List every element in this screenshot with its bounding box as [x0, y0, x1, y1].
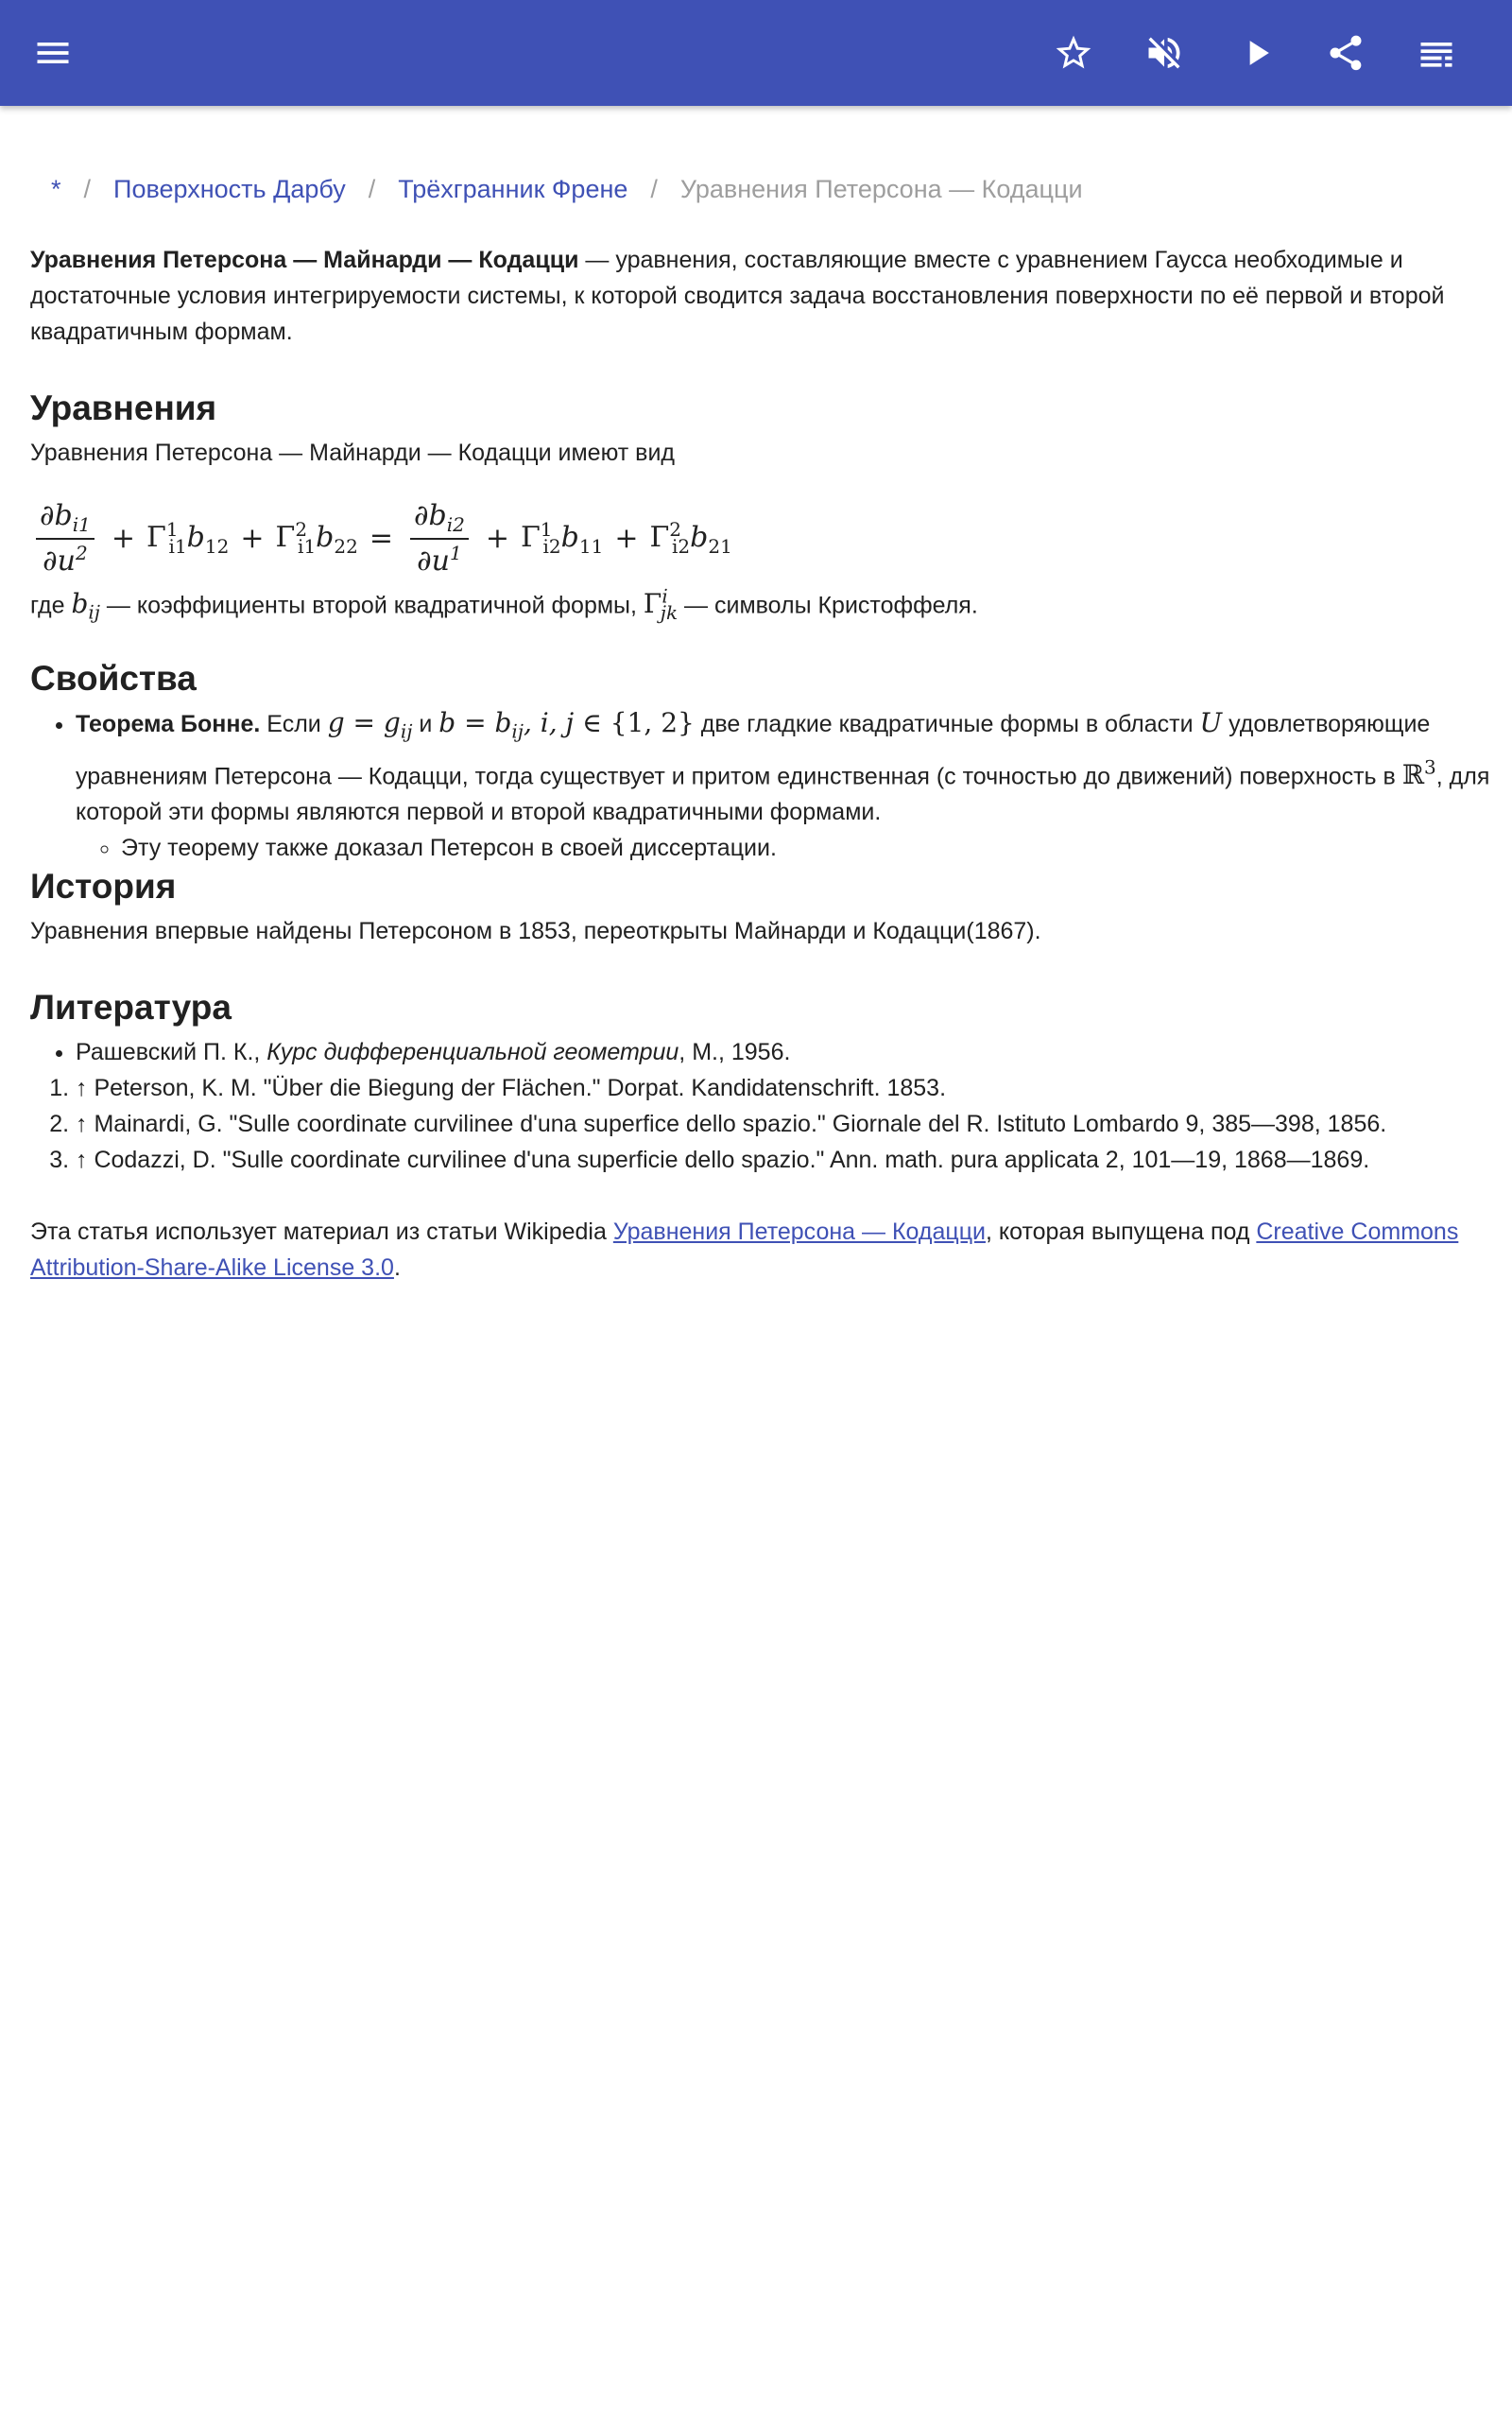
list-item: • Теорема Бонне. Если $g = g_{ij}$ и $b = b_{ij}$, i, j ∈ {1, 2} две гладкие квадратичные формы в области U удовлетворяющие уравнениям Петерсона — Кодацци, тогда существует и притом единственная (с точностью до движений) поверхность в ℝ$^3$, для которой эти формы являются первой и второй квадратичными формами. ◦ Эту теорему также доказал Петерсон в своей диссертации.: [76, 705, 1497, 866]
codazzi-equation: $\frac{\partial b_{i1}}{\partial u^2}$ + $\Gamma^1_{i1}b_{12}$ + $\Gamma^2_{i1}b_{22}$ = $\frac{\partial b_{i2}}{\partial u^1}$ + $\Gamma^1_{i2}b_{11}$ + $\Gamma^2_{i2}b_{21}$: [30, 495, 881, 580]
history-text: Уравнения впервые найдены Петерсоном в 1853, переоткрыты Майнарди и Кодацци(1867).: [30, 918, 1041, 944]
equations-where: где $b_{ij}$ — коэффициенты второй квадратичной формы, $\Gamma^i_{jk}$ — символы Кристоффеля.: [30, 585, 978, 624]
share-icon[interactable]: [1319, 26, 1372, 79]
section-title-literature: Литература: [30, 988, 232, 1027]
breadcrumb-item-darboux-surface[interactable]: Поверхность Дарбу: [113, 175, 346, 203]
intro-paragraph: [30, 242, 1482, 350]
properties-sublist: [76, 830, 1497, 866]
volume-off-icon[interactable]: [1138, 26, 1191, 79]
breadcrumb-separator: /: [83, 175, 92, 203]
breadcrumb-home[interactable]: *: [51, 175, 61, 203]
references-list: [76, 1070, 1497, 1178]
breadcrumb: [30, 168, 1482, 210]
license-footer: Эта статья использует материал из статьи Wikipedia Уравнения Петерсона — Кодацци, которая выпущена под Creative Commons Attribution-Share-Alike License 3.0.: [30, 1219, 1459, 1281]
app-bar: [0, 0, 1512, 106]
fraction: $\frac{\partial b_{i2}}{\partial u^1}$: [410, 499, 469, 578]
intro-term: Уравнения Петерсона — Майнарди — Кодацци: [30, 247, 579, 273]
section-title-properties: Свойства: [30, 659, 197, 698]
license-link[interactable]: Creative Commons Attribution-Share-Alike License 3.0: [30, 1219, 1459, 1281]
playlist-icon[interactable]: [1410, 26, 1463, 79]
properties-list: [76, 705, 1497, 866]
section-title-history: История: [30, 867, 177, 906]
reference-item: 3. ↑ Codazzi, D. "Sulle coordinate curvilinee d'una superficie dello spazio." Ann. math. pura applicata 2, 101—19, 1868—1869.: [76, 1142, 1497, 1178]
reference-item: 1. ↑ Peterson, K. M. "Über die Biegung der Flächen." Dorpat. Kandidatenschrift. 1853.: [76, 1070, 1497, 1106]
intro-text: — уравнения, составляющие вместе с уравнением Гаусса необходимые и достаточные условия интегрируемости системы, к которой сводится задача восстановления поверхности по её первой и второй квадратичным формам.: [30, 247, 1445, 345]
reference-item: 2. ↑ Mainardi, G. "Sulle coordinate curvilinee d'una superfice dello spazio." Giornale del R. Istituto Lombardo 9, 385—398, 1856.: [76, 1106, 1497, 1142]
literature-list: [76, 1034, 1497, 1070]
breadcrumb-current: Уравнения Петерсона — Кодацци: [679, 175, 1083, 203]
equations-lead: Уравнения Петерсона — Майнарди — Кодацци имеют вид: [30, 440, 676, 466]
wikipedia-article-link[interactable]: Уравнения Петерсона — Кодацци: [612, 1219, 986, 1245]
breadcrumb-item-frenet-frame[interactable]: Трёхгранник Френе: [398, 175, 628, 203]
star-icon[interactable]: [1047, 26, 1100, 79]
breadcrumb-separator: /: [650, 175, 658, 203]
play-icon[interactable]: [1230, 26, 1283, 79]
section-title-equations: Уравнения: [30, 389, 217, 427]
breadcrumb-separator: /: [368, 175, 376, 203]
list-item: • Рашевский П. К., Курс дифференциальной геометрии, М., 1956.: [76, 1034, 1497, 1070]
fraction: $\frac{\partial b_{i1}}{\partial u^2}$: [36, 499, 94, 578]
menu-icon[interactable]: [26, 26, 79, 79]
list-item: ◦ Эту теорему также доказал Петерсон в своей диссертации.: [121, 830, 1497, 866]
